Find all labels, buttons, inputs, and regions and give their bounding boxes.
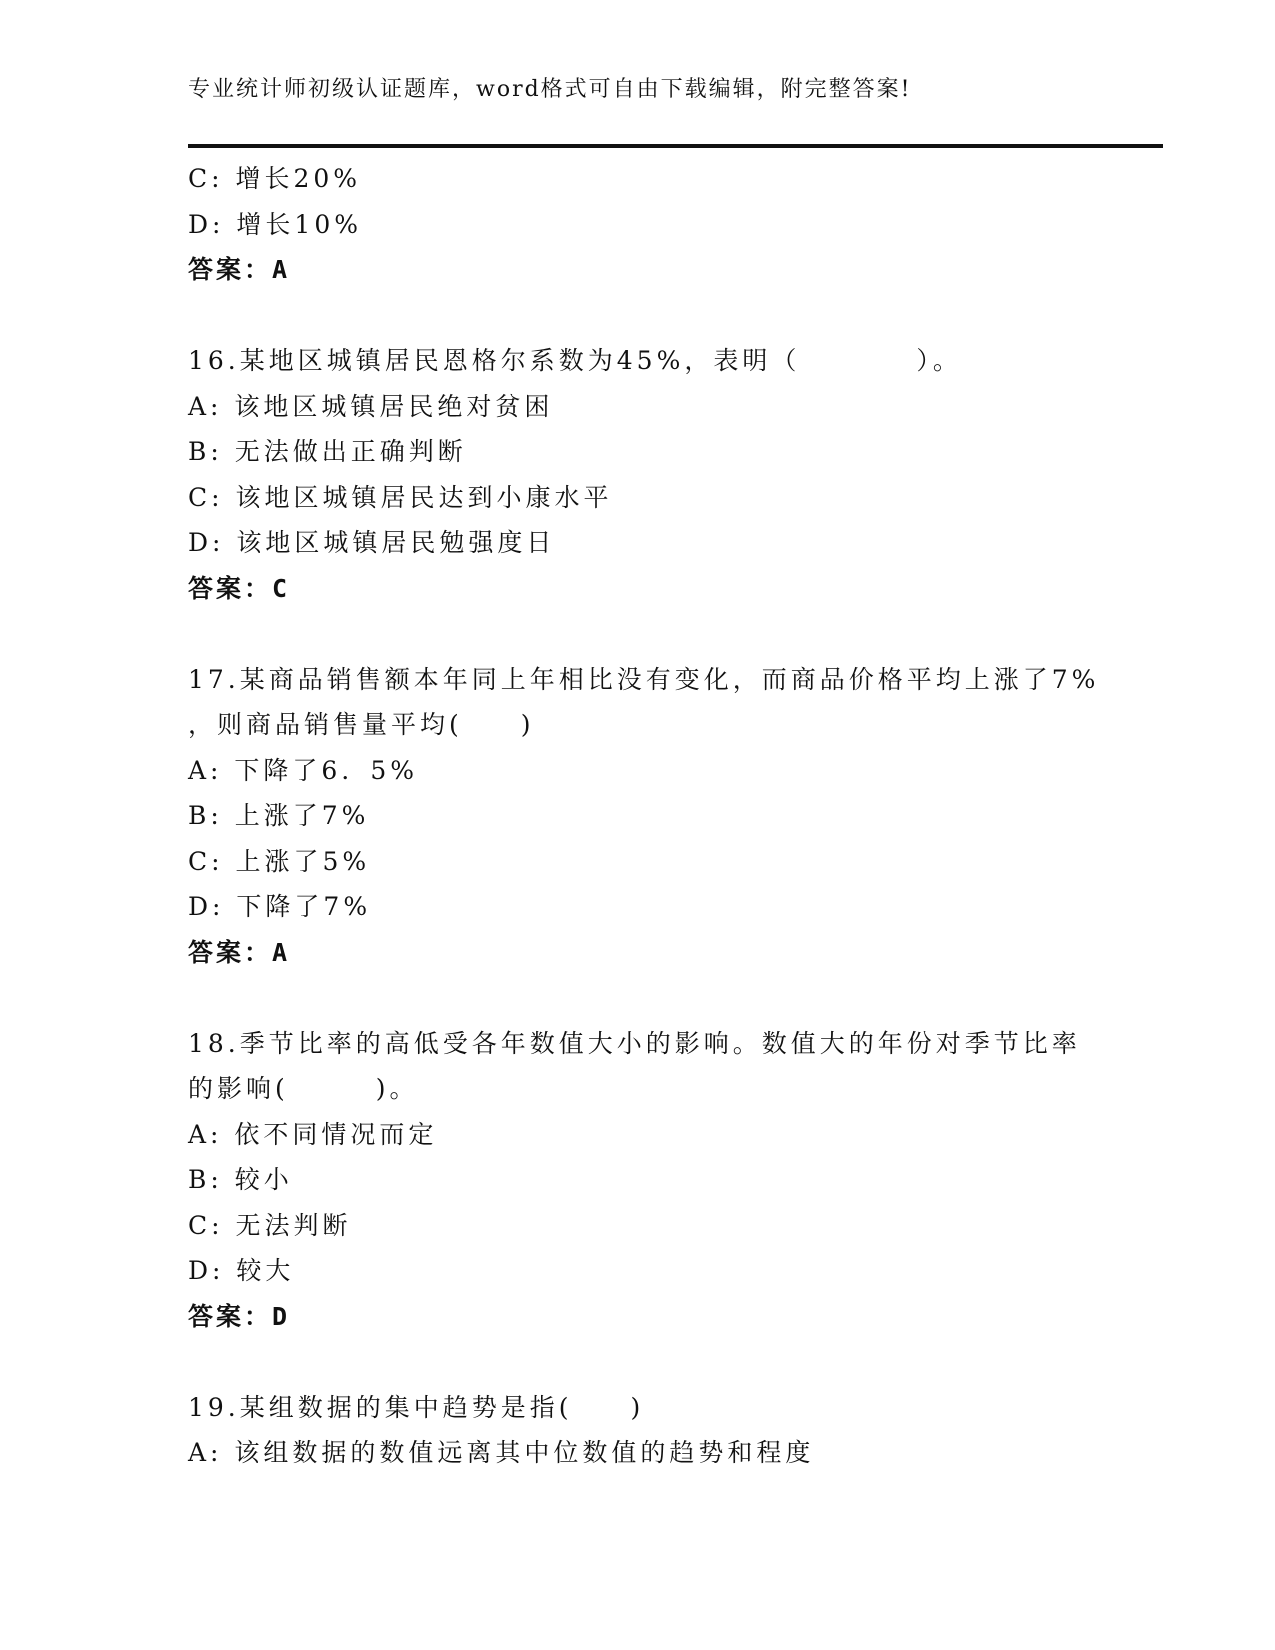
question-stem-continued: 的影响( )。 — [188, 1074, 419, 1103]
question-stem-continued: ，则商品销售量平均( ) — [188, 710, 535, 739]
answer-label: 答案： — [188, 573, 273, 603]
question-19 — [188, 1385, 1148, 1476]
option-a: A: 下降了6．5% — [188, 755, 418, 785]
question-18 — [188, 1021, 1148, 1340]
option-a: A: 依不同情况而定 — [188, 1119, 438, 1149]
question-stem: 17.某商品销售额本年同上年相比没有变化，而商品价格平均上涨了7% — [188, 664, 1100, 694]
question-stem: 16.某地区城镇居民恩格尔系数为45%，表明（ ）。 — [188, 346, 962, 375]
answer-value: A — [272, 937, 288, 967]
option-d: D: 下降了7% — [188, 892, 372, 921]
answer-value: C — [272, 573, 288, 603]
option-c: C: 增长20% — [188, 164, 362, 193]
option-c: C: 无法判断 — [188, 1210, 352, 1240]
answer-label: 答案： — [188, 255, 273, 284]
answer-label: 答案： — [188, 1301, 273, 1331]
option-d: D: 该地区城镇居民勉强度日 — [188, 528, 556, 557]
answer-line — [188, 930, 1148, 976]
option-b: B: 上涨了7% — [188, 801, 370, 830]
option-b: B: 较小 — [188, 1165, 293, 1194]
question-stem: 19.某组数据的集中趋势是指( ) — [188, 1392, 645, 1422]
option-b: B: 无法做出正确判断 — [188, 437, 467, 466]
option-a: A: 该组数据的数值远离其中位数值的趋势和程度 — [188, 1438, 815, 1467]
answer-label: 答案： — [188, 937, 273, 967]
option-d: D: 较大 — [188, 1256, 295, 1285]
option-c: C: 该地区城镇居民达到小康水平 — [188, 482, 613, 512]
answer-line — [188, 247, 1148, 293]
option-a: A: 该地区城镇居民绝对贫困 — [188, 391, 554, 421]
question-15-continued — [188, 156, 1148, 293]
question-17 — [188, 657, 1148, 976]
answer-line — [188, 1294, 1148, 1340]
option-c: C: 上涨了5% — [188, 846, 371, 876]
answer-line — [188, 566, 1148, 612]
answer-value: D — [272, 1301, 288, 1331]
header-divider — [188, 144, 1163, 148]
question-stem: 18.季节比率的高低受各年数值大小的影响。数值大的年份对季节比率 — [188, 1028, 1081, 1058]
option-d: D: 增长10% — [188, 209, 362, 239]
document-body — [188, 156, 1148, 1476]
page-header: 专业统计师初级认证题库，word格式可自由下载编辑，附完整答案! — [188, 77, 912, 102]
answer-value: A — [272, 255, 288, 284]
question-16 — [188, 338, 1148, 611]
